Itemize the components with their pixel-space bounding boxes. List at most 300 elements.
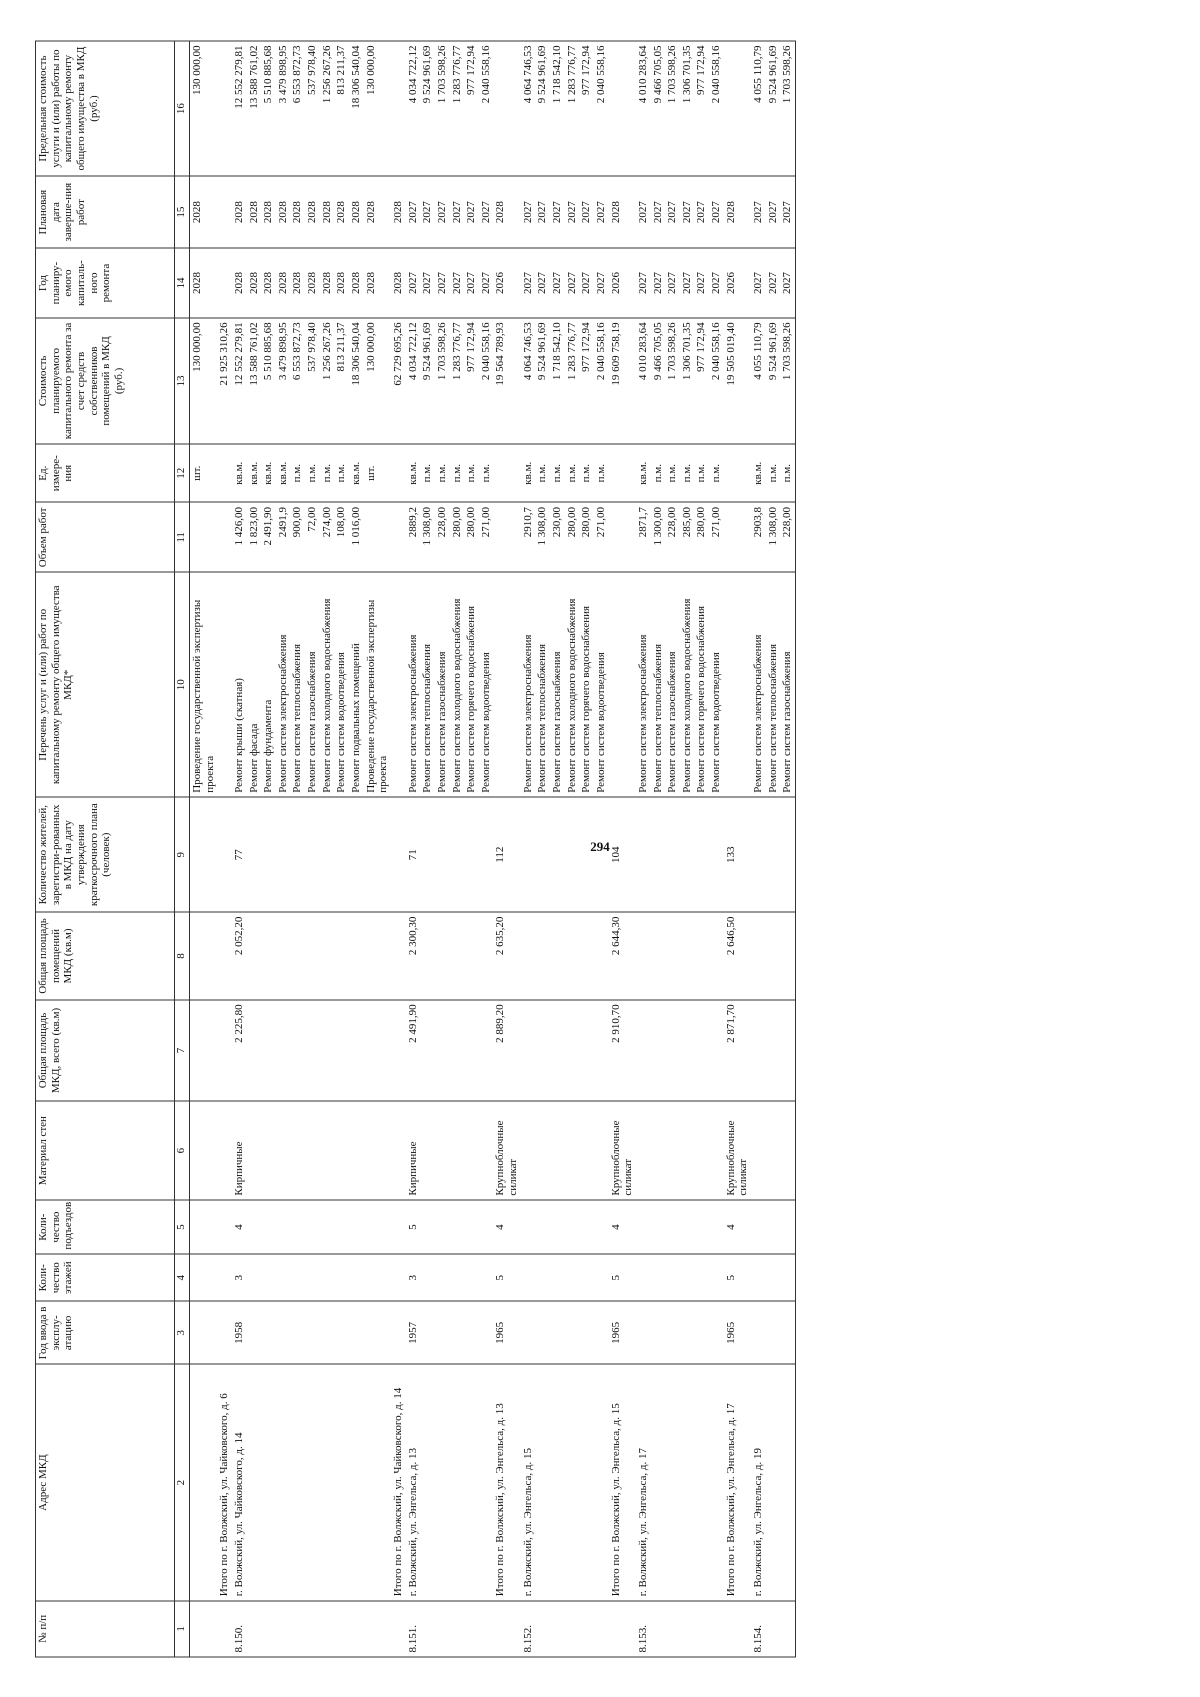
- table-cell: [349, 1200, 364, 1254]
- table-cell: 8.153.: [636, 1600, 651, 1656]
- table-cell: [364, 1600, 391, 1656]
- table-cell: [290, 1101, 305, 1200]
- table-cell: [479, 1364, 494, 1600]
- table-cell: 2028: [334, 248, 349, 318]
- table-cell: [464, 1301, 479, 1364]
- table-cell: [550, 912, 565, 1000]
- table-cell: 2027: [651, 248, 666, 318]
- table-cell: [651, 797, 666, 912]
- table-cell: [261, 1254, 276, 1301]
- table-cell: [594, 1364, 609, 1600]
- table-cell: г. Волжский, ул. Энгельса, д. 17: [636, 1364, 651, 1600]
- table-cell: 112: [493, 797, 520, 912]
- table-cell: [349, 912, 364, 1000]
- table-cell: [276, 1600, 291, 1656]
- table-cell: 2028: [290, 248, 305, 318]
- table-cell: [276, 999, 291, 1100]
- table-cell: [334, 1301, 349, 1364]
- table-cell: Ремонт крыши (скатная): [232, 572, 247, 797]
- table-row: [320, 41, 335, 1657]
- table-cell: [535, 1254, 550, 1301]
- table-cell: [276, 1364, 291, 1600]
- table-cell: [217, 443, 232, 502]
- table-cell: [464, 912, 479, 1000]
- table-row: [305, 41, 320, 1657]
- table-cell: [709, 999, 724, 1100]
- table-cell: [435, 1101, 450, 1200]
- table-cell: [493, 1600, 520, 1656]
- table-cell: Крупноблочные силикат: [609, 1101, 636, 1200]
- table-cell: [594, 999, 609, 1100]
- table-cell: [450, 1301, 465, 1364]
- table-cell: 13 588 761,02: [247, 41, 262, 176]
- table-cell: [665, 1364, 680, 1600]
- table-cell: [364, 797, 391, 912]
- table-row: [349, 41, 364, 1657]
- table-cell: [217, 999, 232, 1100]
- table-cell: Ремонт систем холодного водоснабжения: [450, 572, 465, 797]
- table-cell: [305, 1364, 320, 1600]
- table-cell: 2 040 558,16: [479, 317, 494, 443]
- table-cell: 5 510 885,68: [261, 317, 276, 443]
- table-cell: Проведение государственной экспертизы проекта: [364, 572, 391, 797]
- table-cell: 2027: [535, 176, 550, 248]
- table-cell: [694, 1200, 709, 1254]
- table-cell: 2028: [305, 176, 320, 248]
- table-cell: 1 016,00: [349, 502, 364, 572]
- table-cell: 2 635,20: [493, 912, 520, 1000]
- table-cell: 271,00: [594, 502, 609, 572]
- table-cell: 2027: [479, 248, 494, 318]
- table-cell: [190, 1600, 218, 1656]
- table-cell: [550, 1254, 565, 1301]
- table-cell: [450, 1600, 465, 1656]
- column-header: Коли-чество этажей: [36, 1254, 175, 1301]
- table-cell: [420, 999, 435, 1100]
- table-cell: [190, 1364, 218, 1600]
- table-cell: [391, 999, 406, 1100]
- table-row: [232, 41, 247, 1657]
- column-number: 16: [175, 41, 190, 176]
- table-cell: [435, 1600, 450, 1656]
- table-cell: [261, 912, 276, 1000]
- table-cell: 1 306 701,35: [680, 317, 695, 443]
- table-cell: п.м.: [290, 443, 305, 502]
- table-cell: [334, 797, 349, 912]
- table-cell: [780, 1364, 795, 1600]
- table-row: [435, 41, 450, 1657]
- table-cell: [217, 1301, 232, 1364]
- table-cell: [364, 999, 391, 1100]
- table-cell: [479, 797, 494, 912]
- table-cell: [349, 999, 364, 1100]
- table-cell: 4: [493, 1200, 520, 1254]
- table-cell: Ремонт фундамента: [261, 572, 276, 797]
- table-cell: [594, 797, 609, 912]
- table-cell: [479, 1301, 494, 1364]
- table-cell: 1 308,00: [535, 502, 550, 572]
- table-cell: [694, 1364, 709, 1600]
- table-cell: [276, 797, 291, 912]
- table-cell: [290, 1301, 305, 1364]
- table-cell: 2028: [493, 176, 520, 248]
- table-cell: [261, 1301, 276, 1364]
- table-cell: Ремонт систем теплоснабжения: [290, 572, 305, 797]
- table-cell: 280,00: [565, 502, 580, 572]
- header-row: [36, 41, 175, 1657]
- table-cell: Ремонт систем водоотведения: [594, 572, 609, 797]
- table-cell: 280,00: [450, 502, 465, 572]
- table-cell: 228,00: [780, 502, 795, 572]
- table-cell: [709, 1200, 724, 1254]
- table-cell: [651, 1254, 666, 1301]
- table-cell: [609, 572, 636, 797]
- table-cell: п.м.: [334, 443, 349, 502]
- column-number: 11: [175, 502, 190, 572]
- table-row: [751, 41, 766, 1657]
- table-cell: 2027: [435, 176, 450, 248]
- table-cell: [550, 1200, 565, 1254]
- table-cell: [694, 1600, 709, 1656]
- table-cell: [320, 1254, 335, 1301]
- table-cell: [391, 1600, 406, 1656]
- table-cell: [609, 502, 636, 572]
- table-cell: Ремонт систем газоснабжения: [550, 572, 565, 797]
- table-cell: 4 064 746,53: [521, 317, 536, 443]
- table-cell: [320, 1364, 335, 1600]
- table-cell: [464, 797, 479, 912]
- table-cell: [217, 1600, 232, 1656]
- table-cell: п.м.: [535, 443, 550, 502]
- table-cell: [766, 999, 781, 1100]
- table-cell: [276, 1254, 291, 1301]
- column-header: Плановая дата заверше-ния работ: [36, 176, 175, 248]
- table-cell: 4 010 283,64: [636, 41, 651, 176]
- table-cell: 2027: [665, 248, 680, 318]
- table-cell: 1965: [609, 1301, 636, 1364]
- table-cell: 4 034 722,12: [406, 317, 421, 443]
- table-cell: 2027: [780, 248, 795, 318]
- table-cell: 230,00: [550, 502, 565, 572]
- table-cell: [579, 1600, 594, 1656]
- table-cell: Ремонт систем холодного водоснабжения: [565, 572, 580, 797]
- table-cell: 2027: [709, 176, 724, 248]
- table-cell: п.м.: [565, 443, 580, 502]
- capital-repair-table: [35, 40, 796, 1657]
- table-cell: 2028: [349, 176, 364, 248]
- column-header: Ед. измере-ния: [36, 443, 175, 502]
- table-cell: [665, 1200, 680, 1254]
- table-cell: [565, 1200, 580, 1254]
- table-cell: [261, 1600, 276, 1656]
- table-cell: [680, 1101, 695, 1200]
- table-cell: [364, 1254, 391, 1301]
- column-number: 10: [175, 572, 190, 797]
- table-cell: [217, 41, 232, 176]
- column-header: Объем работ: [36, 502, 175, 572]
- table-cell: [450, 999, 465, 1100]
- table-cell: 5 510 885,68: [261, 41, 276, 176]
- table-row: [261, 41, 276, 1657]
- table-cell: 2027: [665, 176, 680, 248]
- table-cell: 9 524 961,69: [766, 41, 781, 176]
- table-cell: п.м.: [550, 443, 565, 502]
- table-cell: 900,00: [290, 502, 305, 572]
- table-cell: 2 225,80: [232, 999, 247, 1100]
- table-cell: [579, 912, 594, 1000]
- table-cell: Ремонт систем газоснабжения: [435, 572, 450, 797]
- table-cell: г. Волжский, ул. Чайковского, д. 14: [232, 1364, 247, 1600]
- column-header: Перечень услуг и (или) работ по капитальному ремонту общего имущества МКД*: [36, 572, 175, 797]
- table-cell: 1 703 598,26: [665, 41, 680, 176]
- column-header: № п/п: [36, 1600, 175, 1656]
- table-cell: [535, 912, 550, 1000]
- table-cell: [550, 1301, 565, 1364]
- table-cell: 977 172,94: [694, 317, 709, 443]
- table-cell: 280,00: [694, 502, 709, 572]
- table-cell: [479, 1600, 494, 1656]
- table-cell: [391, 502, 406, 572]
- table-cell: [364, 1200, 391, 1254]
- table-cell: [565, 1301, 580, 1364]
- table-cell: 2027: [406, 176, 421, 248]
- table-cell: 1 256 267,26: [320, 41, 335, 176]
- table-cell: 1 256 267,26: [320, 317, 335, 443]
- table-cell: 2 040 558,16: [594, 317, 609, 443]
- table-cell: [521, 797, 536, 912]
- table-cell: Ремонт систем газоснабжения: [665, 572, 680, 797]
- table-cell: 2027: [680, 248, 695, 318]
- table-cell: [435, 1200, 450, 1254]
- table-cell: [247, 1254, 262, 1301]
- table-cell: 13 588 761,02: [247, 317, 262, 443]
- table-cell: [349, 1600, 364, 1656]
- table-cell: 2028: [232, 248, 247, 318]
- table-cell: [680, 1200, 695, 1254]
- table-cell: [217, 912, 232, 1000]
- table-cell: [435, 1364, 450, 1600]
- table-cell: [320, 999, 335, 1100]
- table-cell: 2028: [247, 248, 262, 318]
- table-cell: [320, 1200, 335, 1254]
- table-cell: 5: [724, 1254, 751, 1301]
- table-cell: 8.154.: [751, 1600, 766, 1656]
- table-cell: [780, 1200, 795, 1254]
- table-body: [190, 41, 796, 1657]
- table-cell: 1 718 542,10: [550, 41, 565, 176]
- table-cell: кв.м.: [261, 443, 276, 502]
- table-cell: 1 703 598,26: [435, 317, 450, 443]
- table-cell: Ремонт систем электроснабжения: [521, 572, 536, 797]
- table-cell: [680, 1301, 695, 1364]
- table-cell: [636, 912, 651, 1000]
- table-cell: Ремонт систем электроснабжения: [636, 572, 651, 797]
- table-cell: [521, 1301, 536, 1364]
- table-cell: 19 564 789,93: [493, 317, 520, 443]
- table-cell: [420, 1600, 435, 1656]
- table-cell: [305, 797, 320, 912]
- table-cell: 62 729 695,26: [391, 317, 406, 443]
- table-cell: [349, 1301, 364, 1364]
- table-cell: 72,00: [305, 502, 320, 572]
- table-cell: [435, 797, 450, 912]
- column-number: 6: [175, 1101, 190, 1200]
- table-cell: Крупноблочные силикат: [724, 1101, 751, 1200]
- table-cell: 9 524 961,69: [766, 317, 781, 443]
- table-cell: 2910,7: [521, 502, 536, 572]
- table-cell: 2 300,30: [406, 912, 421, 1000]
- page-number: 294: [590, 839, 610, 854]
- table-cell: [364, 912, 391, 1000]
- table-cell: [450, 1101, 465, 1200]
- table-cell: [594, 1101, 609, 1200]
- table-cell: [450, 912, 465, 1000]
- table-cell: 6 553 872,73: [290, 41, 305, 176]
- table-cell: 977 172,94: [579, 41, 594, 176]
- column-header: Коли-чество подъездов: [36, 1200, 175, 1254]
- table-cell: 2 491,90: [261, 502, 276, 572]
- table-cell: Ремонт систем водоотведения: [334, 572, 349, 797]
- table-cell: 2889,2: [406, 502, 421, 572]
- table-cell: [680, 1600, 695, 1656]
- table-cell: 5: [493, 1254, 520, 1301]
- table-cell: 19 609 758,19: [609, 317, 636, 443]
- table-cell: [565, 999, 580, 1100]
- table-cell: [334, 999, 349, 1100]
- table-cell: п.м.: [479, 443, 494, 502]
- table-cell: 3 479 898,95: [276, 41, 291, 176]
- table-cell: [694, 999, 709, 1100]
- table-cell: [290, 1200, 305, 1254]
- table-cell: [594, 912, 609, 1000]
- table-cell: 2027: [636, 248, 651, 318]
- table-cell: п.м.: [766, 443, 781, 502]
- table-cell: 2 910,70: [609, 999, 636, 1100]
- table-cell: 1965: [493, 1301, 520, 1364]
- table-cell: [334, 1101, 349, 1200]
- table-row: [565, 41, 580, 1657]
- table-cell: 18 306 540,04: [349, 317, 364, 443]
- table-cell: [709, 1254, 724, 1301]
- table-cell: 285,00: [680, 502, 695, 572]
- table-cell: 2027: [694, 248, 709, 318]
- table-cell: Ремонт систем теплоснабжения: [420, 572, 435, 797]
- table-cell: 8.150.: [232, 1600, 247, 1656]
- table-cell: [694, 797, 709, 912]
- table-row: [217, 41, 232, 1657]
- table-cell: шт.: [190, 443, 218, 502]
- table-cell: [247, 1600, 262, 1656]
- table-cell: [349, 797, 364, 912]
- table-cell: [550, 1600, 565, 1656]
- table-cell: [665, 912, 680, 1000]
- table-cell: [766, 1364, 781, 1600]
- table-cell: [464, 1600, 479, 1656]
- column-number: 15: [175, 176, 190, 248]
- table-cell: [364, 1364, 391, 1600]
- table-cell: [535, 1301, 550, 1364]
- table-cell: 9 466 705,05: [651, 41, 666, 176]
- table-cell: п.м.: [305, 443, 320, 502]
- table-cell: п.м.: [694, 443, 709, 502]
- table-row: [724, 41, 751, 1657]
- table-row: [391, 41, 406, 1657]
- table-cell: [190, 1254, 218, 1301]
- table-cell: п.м.: [665, 443, 680, 502]
- table-cell: [493, 502, 520, 572]
- table-cell: [751, 1254, 766, 1301]
- table-cell: 2027: [521, 176, 536, 248]
- table-row: [521, 41, 536, 1657]
- table-cell: [391, 572, 406, 797]
- table-cell: 2028: [391, 176, 406, 248]
- table-cell: Ремонт систем холодного водоснабжения: [680, 572, 695, 797]
- table-cell: [290, 1600, 305, 1656]
- table-cell: Крупноблочные силикат: [493, 1101, 520, 1200]
- table-cell: 2 052,20: [232, 912, 247, 1000]
- table-cell: [479, 1254, 494, 1301]
- table-cell: 2027: [435, 248, 450, 318]
- table-cell: 2028: [190, 176, 218, 248]
- table-cell: [305, 1101, 320, 1200]
- table-cell: [594, 1600, 609, 1656]
- column-number: 7: [175, 999, 190, 1100]
- table-cell: [521, 1101, 536, 1200]
- table-cell: 130 000,00: [364, 317, 391, 443]
- column-header: Общая площадь помещений МКД (кв.м): [36, 912, 175, 1000]
- table-cell: Ремонт систем газоснабжения: [305, 572, 320, 797]
- column-number: 5: [175, 1200, 190, 1254]
- table-cell: [521, 999, 536, 1100]
- table-row: [479, 41, 494, 1657]
- table-cell: 2027: [464, 176, 479, 248]
- table-cell: 2027: [406, 248, 421, 318]
- table-cell: 2027: [766, 248, 781, 318]
- table-cell: [766, 1301, 781, 1364]
- table-cell: 2028: [190, 248, 218, 318]
- table-cell: [276, 1301, 291, 1364]
- table-cell: [217, 797, 232, 912]
- table-cell: [261, 999, 276, 1100]
- table-cell: [535, 1101, 550, 1200]
- table-cell: 133: [724, 797, 751, 912]
- table-cell: [364, 502, 391, 572]
- table-cell: [665, 1254, 680, 1301]
- table-cell: 130 000,00: [364, 41, 391, 176]
- table-cell: 5: [406, 1200, 421, 1254]
- table-cell: 2 040 558,16: [594, 41, 609, 176]
- table-cell: [217, 1200, 232, 1254]
- table-cell: [435, 1254, 450, 1301]
- table-cell: [320, 1101, 335, 1200]
- column-number: 12: [175, 443, 190, 502]
- table-cell: 977 172,94: [464, 41, 479, 176]
- column-number-row: [175, 41, 190, 1657]
- table-cell: 8.152.: [521, 1600, 536, 1656]
- table-cell: 19 505 019,40: [724, 317, 751, 443]
- table-cell: Итого по г. Волжский, ул. Энгельса, д. 13: [493, 1364, 520, 1600]
- table-cell: [391, 1301, 406, 1364]
- table-cell: 9 466 705,05: [651, 317, 666, 443]
- table-cell: [464, 1254, 479, 1301]
- table-cell: [217, 248, 232, 318]
- table-cell: Итого по г. Волжский, ул. Чайковского, д. 6: [217, 1364, 232, 1600]
- table-cell: г. Волжский, ул. Энгельса, д. 13: [406, 1364, 421, 1600]
- table-cell: 2871,7: [636, 502, 651, 572]
- table-cell: 1 703 598,26: [665, 317, 680, 443]
- table-cell: [521, 912, 536, 1000]
- table-cell: 5: [609, 1254, 636, 1301]
